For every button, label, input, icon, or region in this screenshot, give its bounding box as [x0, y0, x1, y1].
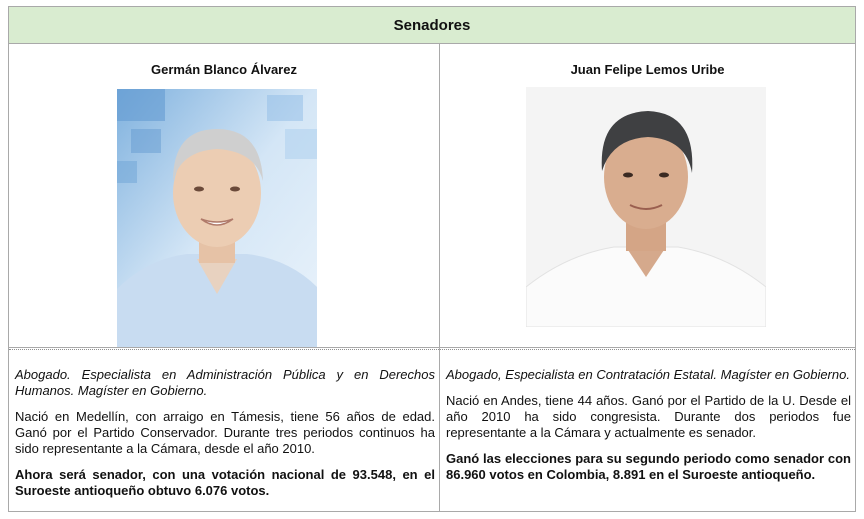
candidate-name-2: Juan Felipe Lemos Uribe: [570, 62, 725, 77]
table-header: [9, 7, 855, 44]
row-divider: [9, 347, 855, 348]
row-divider-dotted: [9, 349, 855, 350]
candidate-result-1: Ahora será senador, con una votación nacional de 93.548, en el Suroeste antioqueño obtuvo 6.076 votos.: [15, 467, 435, 498]
column-divider: [439, 43, 440, 512]
candidate-background-2: Nació en Andes, tiene 44 años. Ganó por el Partido de la U. Desde el año 2010 ha sido congresista. Durante dos periodos fue representante a la Cámara y actualmente es senador.: [446, 393, 851, 440]
candidate-photo-2: [526, 87, 766, 327]
table-title: Senadores: [393, 16, 471, 34]
candidate-profession-2: Abogado, Especialista en Contratación Estatal. Magíster en Gobierno.: [446, 367, 850, 382]
senators-table: [8, 6, 856, 512]
candidate-bio-1: [15, 367, 435, 509]
candidate-profession-1: Abogado. Especialista en Administración Pública y en Derechos Humanos. Magíster en Gobierno.: [15, 367, 435, 398]
candidate-background-1: Nació en Medellín, con arraigo en Támesis, tiene 56 años de edad. Ganó por el Partido Conservador. Durante tres periodos continuos ha sido representante a la Cámara, desde el año 2010.: [15, 409, 435, 456]
candidate-bio-2: [446, 367, 851, 493]
candidate-name-1: Germán Blanco Álvarez: [151, 62, 297, 77]
candidate-photo-1: [117, 89, 317, 347]
candidate-result-2: Ganó las elecciones para su segundo periodo como senador con 86.960 votos en Colombia, 8.891 en el Suroeste antioqueño.: [446, 451, 851, 482]
